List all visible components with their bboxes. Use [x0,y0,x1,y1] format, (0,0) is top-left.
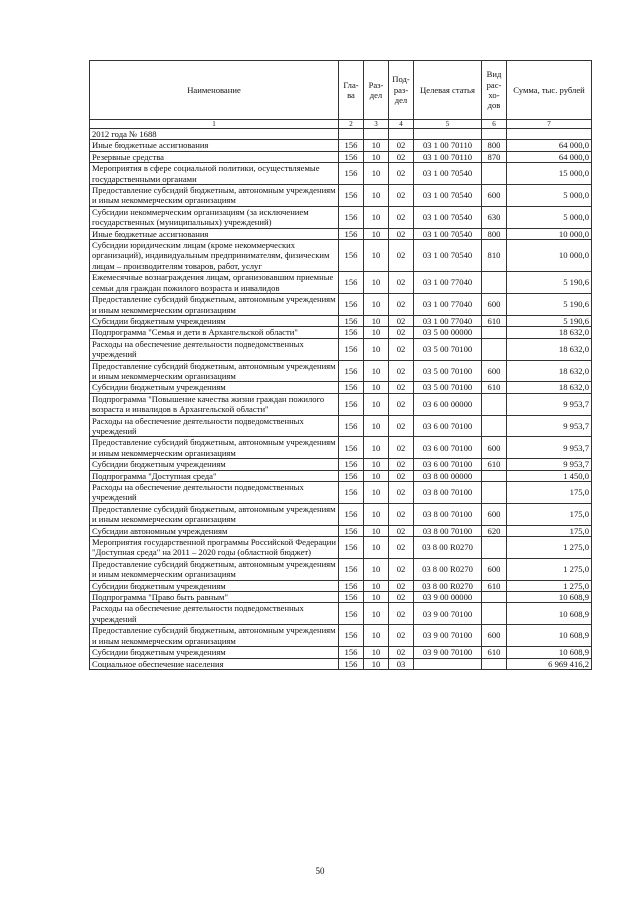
table-row [90,228,592,239]
cell-sum: 6 969 416,2 [507,658,592,669]
table-row [90,360,592,382]
cell-razdel: 10 [364,415,389,437]
header-razdel: Раз-дел [364,61,389,120]
cell-sum: 10 608,9 [507,603,592,625]
cell-name: Субсидии бюджетным учреждениям [90,647,339,658]
cell-name: Субсидии бюджетным учреждениям [90,580,339,591]
cell-glava: 156 [339,658,364,669]
cell-vid: 610 [482,382,507,393]
cell-target: 03 5 00 70100 [414,360,482,382]
cell-target: 03 6 00 70100 [414,437,482,459]
cell-sum: 175,0 [507,482,592,504]
cell-razdel: 10 [364,360,389,382]
cell-vid: 610 [482,315,507,326]
cell-name: Расходы на обеспечение деятельности подведомственных учреждений [90,482,339,504]
cell-vid: 610 [482,647,507,658]
budget-table-container [89,60,591,670]
cell-target: 03 5 00 70100 [414,382,482,393]
table-row [90,294,592,316]
cell-podrazdel: 02 [389,525,414,536]
table-row [90,272,592,294]
cell-name: Подпрограмма "Доступная среда" [90,470,339,481]
cell-glava: 156 [339,592,364,603]
cell-target: 03 6 00 70100 [414,415,482,437]
cell-podrazdel: 03 [389,658,414,669]
cell-sum: 15 000,0 [507,163,592,185]
cell-glava: 156 [339,315,364,326]
cell-target: 03 5 00 00000 [414,327,482,338]
cell-razdel: 10 [364,228,389,239]
cell-sum: 1 275,0 [507,558,592,580]
table-row [90,625,592,647]
cell-name: Субсидии автономным учреждениям [90,525,339,536]
cell-target: 03 8 00 70100 [414,525,482,536]
page-number: 50 [315,866,325,876]
cell-name: Субсидии бюджетным учреждениям [90,382,339,393]
table-row [90,459,592,470]
cell-glava: 156 [339,437,364,459]
table-row [90,592,592,603]
cell-name: Ежемесячные вознаграждения лицам, организовавшим приемные семьи для граждан пожилого возраста и инвалидов [90,272,339,294]
cell-razdel: 10 [364,482,389,504]
cell-sum: 18 632,0 [507,338,592,360]
cell-podrazdel: 02 [389,503,414,525]
cell-glava: 156 [339,338,364,360]
cell-razdel: 10 [364,206,389,228]
cell-vid [482,592,507,603]
cell-sum: 64 000,0 [507,151,592,162]
table-row [90,327,592,338]
cell-glava: 156 [339,503,364,525]
cell-glava: 156 [339,603,364,625]
cell-target: 03 1 00 77040 [414,315,482,326]
cell-razdel: 10 [364,272,389,294]
cell-vid: 600 [482,437,507,459]
budget-table [89,60,592,670]
cell-razdel: 10 [364,647,389,658]
cell-target: 03 1 00 70110 [414,140,482,151]
cell-target: 03 1 00 70540 [414,163,482,185]
cell-glava: 156 [339,415,364,437]
header-sum: Сумма, тыс. рублей [507,61,592,120]
cell-target: 03 6 00 00000 [414,393,482,415]
table-row [90,338,592,360]
cell-name: Предоставление субсидий бюджетным, автономным учреждениям и иным некоммерческим организациям [90,437,339,459]
cell-razdel: 10 [364,437,389,459]
cell-name: Предоставление субсидий бюджетным, автономным учреждениям и иным некоммерческим организациям [90,625,339,647]
cell-razdel: 10 [364,382,389,393]
table-row [90,393,592,415]
cell-podrazdel: 02 [389,327,414,338]
cell-sum: 5 000,0 [507,185,592,207]
cell-podrazdel: 02 [389,592,414,603]
cell-glava: 156 [339,327,364,338]
cell-target: 03 8 00 R0270 [414,558,482,580]
cell-name: Мероприятия в сфере социальной политики, осуществляемые государственными органами [90,163,339,185]
cell-podrazdel: 02 [389,338,414,360]
cell-glava: 156 [339,163,364,185]
cell-vid: 870 [482,151,507,162]
cell-podrazdel: 02 [389,315,414,326]
cell-razdel: 10 [364,327,389,338]
cell-sum: 175,0 [507,525,592,536]
cell-podrazdel: 02 [389,647,414,658]
cell-name: Предоставление субсидий бюджетным, автономным учреждениям и иным некоммерческим организациям [90,558,339,580]
cell-podrazdel: 02 [389,140,414,151]
table-row [90,415,592,437]
cell-name: Подпрограмма "Право быть равным" [90,592,339,603]
cell-name: Социальное обеспечение населения [90,658,339,669]
cell-name: Мероприятия государственной программы Российской Федерации "Доступная среда" на 2011 – 2020 годы (областной бюджет) [90,537,339,559]
header-vid: Вид рас-хо-дов [482,61,507,120]
cell-razdel: 10 [364,163,389,185]
cell-razdel: 10 [364,537,389,559]
table-body [90,129,592,670]
cell-vid [482,338,507,360]
cell-sum: 10 608,9 [507,647,592,658]
cell-glava: 156 [339,240,364,272]
cell-razdel: 10 [364,240,389,272]
table-row [90,503,592,525]
cell-glava: 156 [339,185,364,207]
cell-name: Иные бюджетные ассигнования [90,140,339,151]
cell-target: 03 8 00 70100 [414,482,482,504]
cell-podrazdel: 02 [389,558,414,580]
table-row [90,482,592,504]
table-header-row [90,61,592,120]
cell-vid: 810 [482,240,507,272]
cell-vid: 630 [482,206,507,228]
cell-vid: 800 [482,228,507,239]
cell-vid [482,537,507,559]
cell-name: Субсидии некоммерческим организациям (за исключением государственных (муниципальных) учреждений) [90,206,339,228]
continued-text: 2012 года № 1688 [90,129,339,140]
cell-razdel: 10 [364,459,389,470]
cell-vid [482,163,507,185]
cell-razdel: 10 [364,625,389,647]
cell-name: Предоставление субсидий бюджетным, автономным учреждениям и иным некоммерческим организациям [90,360,339,382]
cell-name: Субсидии юридическим лицам (кроме некоммерческих организаций), индивидуальным предпринимателям, физическим лицам – производителям товаров, работ, услуг [90,240,339,272]
cell-sum: 5 190,6 [507,294,592,316]
cell-glava: 156 [339,360,364,382]
cell-glava: 156 [339,647,364,658]
cell-sum: 18 632,0 [507,327,592,338]
table-row [90,140,592,151]
cell-vid [482,393,507,415]
cell-razdel: 10 [364,592,389,603]
cell-glava: 156 [339,525,364,536]
cell-target [414,658,482,669]
cell-podrazdel: 02 [389,459,414,470]
table-row [90,470,592,481]
cell-podrazdel: 02 [389,482,414,504]
cell-sum: 9 953,7 [507,415,592,437]
cell-sum: 1 275,0 [507,580,592,591]
table-row [90,603,592,625]
cell-target: 03 1 00 70540 [414,206,482,228]
cell-razdel: 10 [364,315,389,326]
column-number: 2 [339,120,364,129]
cell-name: Предоставление субсидий бюджетным, автономным учреждениям и иным некоммерческим организациям [90,185,339,207]
cell-razdel: 10 [364,294,389,316]
cell-glava: 156 [339,151,364,162]
cell-podrazdel: 02 [389,228,414,239]
cell-razdel: 10 [364,338,389,360]
cell-razdel: 10 [364,140,389,151]
table-row [90,580,592,591]
table-row [90,525,592,536]
cell-name: Подпрограмма "Повышение качества жизни граждан пожилого возраста и инвалидов в Архангельской области" [90,393,339,415]
cell-podrazdel: 02 [389,537,414,559]
cell-vid [482,603,507,625]
cell-target: 03 9 00 70100 [414,625,482,647]
cell-target: 03 8 00 70100 [414,503,482,525]
cell-name: Предоставление субсидий бюджетным, автономным учреждениям и иным некоммерческим организациям [90,294,339,316]
cell-razdel: 10 [364,393,389,415]
cell-podrazdel: 02 [389,437,414,459]
column-number: 1 [90,120,339,129]
cell-sum: 10 000,0 [507,228,592,239]
cell-target: 03 1 00 70540 [414,185,482,207]
cell-vid: 600 [482,503,507,525]
table-row [90,240,592,272]
header-glava: Гла-ва [339,61,364,120]
table-row [90,206,592,228]
table-row [90,558,592,580]
cell-name: Расходы на обеспечение деятельности подведомственных учреждений [90,603,339,625]
cell-target: 03 9 00 00000 [414,592,482,603]
cell-target: 03 5 00 70100 [414,338,482,360]
cell-glava: 156 [339,459,364,470]
table-row [90,537,592,559]
cell-podrazdel: 02 [389,185,414,207]
column-number: 6 [482,120,507,129]
cell-glava: 156 [339,382,364,393]
cell-sum: 9 953,7 [507,459,592,470]
cell-glava: 156 [339,558,364,580]
continued-row [90,129,592,140]
cell-podrazdel: 02 [389,163,414,185]
table-row [90,658,592,669]
cell-podrazdel: 02 [389,415,414,437]
column-number: 4 [389,120,414,129]
table-row [90,647,592,658]
cell-sum: 5 190,6 [507,315,592,326]
cell-razdel: 10 [364,503,389,525]
cell-target: 03 8 00 R0270 [414,537,482,559]
cell-sum: 9 953,7 [507,437,592,459]
table-row [90,163,592,185]
cell-razdel: 10 [364,525,389,536]
cell-sum: 64 000,0 [507,140,592,151]
cell-sum: 5 190,6 [507,272,592,294]
cell-podrazdel: 02 [389,272,414,294]
header-name: Наименование [90,61,339,120]
cell-name: Субсидии бюджетным учреждениям [90,315,339,326]
cell-podrazdel: 02 [389,240,414,272]
cell-vid [482,415,507,437]
cell-razdel: 10 [364,185,389,207]
cell-podrazdel: 02 [389,360,414,382]
table-row [90,151,592,162]
cell-sum: 10 608,9 [507,592,592,603]
table-row [90,315,592,326]
cell-vid [482,272,507,294]
cell-podrazdel: 02 [389,294,414,316]
cell-target: 03 1 00 77040 [414,272,482,294]
cell-podrazdel: 02 [389,382,414,393]
cell-name: Расходы на обеспечение деятельности подведомственных учреждений [90,338,339,360]
cell-vid [482,470,507,481]
header-target: Целевая статья [414,61,482,120]
cell-target: 03 1 00 70540 [414,240,482,272]
cell-podrazdel: 02 [389,393,414,415]
table-row [90,437,592,459]
cell-sum: 175,0 [507,503,592,525]
cell-sum: 10 000,0 [507,240,592,272]
table-row [90,382,592,393]
column-number-row [90,120,592,129]
cell-name: Резервные средства [90,151,339,162]
cell-vid [482,327,507,338]
cell-vid: 610 [482,459,507,470]
cell-target: 03 1 00 70110 [414,151,482,162]
cell-target: 03 8 00 R0270 [414,580,482,591]
cell-vid: 600 [482,625,507,647]
cell-razdel: 10 [364,470,389,481]
cell-name: Подпрограмма "Семья и дети в Архангельской области" [90,327,339,338]
cell-target: 03 8 00 00000 [414,470,482,481]
cell-vid [482,482,507,504]
cell-razdel: 10 [364,658,389,669]
cell-razdel: 10 [364,558,389,580]
cell-glava: 156 [339,482,364,504]
column-number: 7 [507,120,592,129]
cell-podrazdel: 02 [389,470,414,481]
cell-sum: 1 275,0 [507,537,592,559]
cell-target: 03 9 00 70100 [414,647,482,658]
header-podrazdel: Под-раз-дел [389,61,414,120]
cell-glava: 156 [339,580,364,591]
cell-target: 03 9 00 70100 [414,603,482,625]
cell-target: 03 6 00 70100 [414,459,482,470]
cell-podrazdel: 02 [389,580,414,591]
cell-sum: 18 632,0 [507,382,592,393]
cell-glava: 156 [339,470,364,481]
cell-vid: 800 [482,140,507,151]
cell-vid: 620 [482,525,507,536]
cell-name: Субсидии бюджетным учреждениям [90,459,339,470]
cell-vid: 600 [482,185,507,207]
cell-name: Расходы на обеспечение деятельности подведомственных учреждений [90,415,339,437]
cell-razdel: 10 [364,603,389,625]
cell-glava: 156 [339,625,364,647]
cell-vid: 600 [482,558,507,580]
table-row [90,185,592,207]
cell-vid [482,658,507,669]
cell-glava: 156 [339,140,364,151]
cell-target: 03 1 00 70540 [414,228,482,239]
cell-podrazdel: 02 [389,151,414,162]
cell-sum: 9 953,7 [507,393,592,415]
cell-podrazdel: 02 [389,206,414,228]
cell-name: Иные бюджетные ассигнования [90,228,339,239]
cell-razdel: 10 [364,580,389,591]
cell-vid: 610 [482,580,507,591]
cell-vid: 600 [482,360,507,382]
cell-glava: 156 [339,294,364,316]
cell-sum: 10 608,9 [507,625,592,647]
cell-razdel: 10 [364,151,389,162]
cell-podrazdel: 02 [389,625,414,647]
cell-sum: 1 450,0 [507,470,592,481]
cell-glava: 156 [339,393,364,415]
column-number: 3 [364,120,389,129]
cell-name: Предоставление субсидий бюджетным, автономным учреждениям и иным некоммерческим организациям [90,503,339,525]
cell-sum: 18 632,0 [507,360,592,382]
cell-glava: 156 [339,537,364,559]
cell-podrazdel: 02 [389,603,414,625]
cell-glava: 156 [339,228,364,239]
cell-glava: 156 [339,206,364,228]
cell-glava: 156 [339,272,364,294]
cell-sum: 5 000,0 [507,206,592,228]
cell-vid: 600 [482,294,507,316]
cell-target: 03 1 00 77040 [414,294,482,316]
column-number: 5 [414,120,482,129]
